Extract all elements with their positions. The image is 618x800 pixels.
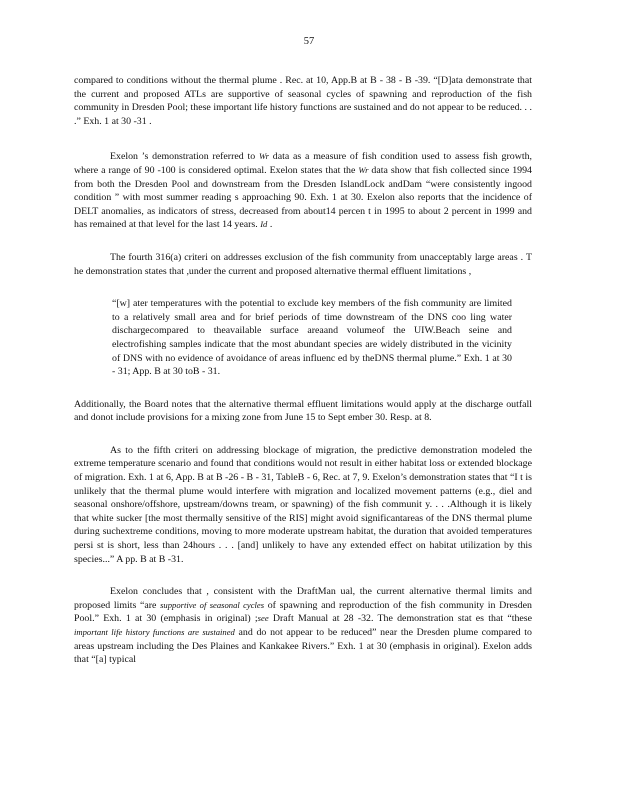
paragraph-7 — [74, 585, 532, 667]
italic-text: Id — [260, 219, 268, 230]
document-body — [74, 74, 532, 686]
page-number: 57 — [303, 36, 315, 47]
text-run: data as a measure of fish condition used to assess fish growth, where a range of 90 -100 is considered optimal. Exelon states that the — [74, 151, 532, 176]
text-run: Exelon concludes that , consistent with the DraftMan ual, the current alternative thermal limits and proposed limits “are — [74, 586, 532, 611]
text-run: As to the fifth criteri on addressing blockage of migration, the predictive demonstration modeled the extreme temperature scenario and found that conditions would not result in either habitat loss or extended blockage of migration. Exh. 1 at 6, App. B at B -26 - B - 31, TableB - 6, Rec. at 7, 9. Exelon’s demonstration states that “I t is unlikely that the thermal plume would interfere with migration and localized movement patterns (e.g., diel and seasonal onshore/offshore, upstream/downs tream, or spawning) of the fish communit y. . . .Although it is likely that white sucker [the most thermally sensitive of the RIS] might avoid significantareas of the DNS thermal plume during suchextreme conditions, moving to more moderate upstream habitat, the duration that avoided temperatures persi st is short, less than 24hours . . . [and] unlikely to have any extended effect on habitat utilization by this species...” A pp. B at B -31. — [74, 444, 532, 565]
paragraph-5 — [74, 398, 532, 425]
italic-text: important life history functions are sustained — [74, 627, 235, 637]
text-run: “[w] ater temperatures with the potential to exclude key members of the fish community are limited to a relatively small area and for brief periods of time downstream of the DNS coo ling water dischargecompared to theavailable surface areaand volumeof the UIW.Beach seine and electrofishing samples indicate that the most abundant species are widely distributed in the vicinity of DNS with no evidence of avoidance of areas influenc ed by theDNS thermal plume.” Exh. 1 at 30 - 31; App. B at 30 toB - 31. — [112, 298, 512, 378]
paragraph-3 — [74, 251, 532, 278]
paragraph-2 — [74, 150, 532, 232]
paragraph-6 — [74, 444, 532, 566]
text-run: Exelon ’s demonstration referred to — [110, 151, 259, 163]
text-run: The fourth 316(a) criteri on addresses exclusion of the fish community from unacceptably large areas . T he demonstration states that ,under the current and proposed alternative thermal effluent limitations , — [74, 251, 532, 277]
text-run: data show that fish collected since 1994 from both the Dresden Pool and downstream from the Dresden IslandLock andDam “were consistently ingood condition ” with most summer reading s approaching 90. Exh. 1 at 30. Exelon also reports that the incidence of DELT anomalies, as indicators of stress, decreased from about14 percen t in 1995 to about 2 percent in 1999 and has remained at that level for the last 14 years. — [74, 164, 532, 231]
text-run: . — [267, 219, 273, 231]
italic-text: Wr — [258, 151, 269, 162]
text-run: Draft Manual at 28 -32. The demonstration stat es that “these — [268, 613, 532, 625]
italic-text: supportive of seasonal cycles — [160, 599, 265, 610]
text-run: Additionally, the Board notes that the alternative thermal effluent limitations would apply at the discharge outfall and donot include provisions for a mixing zone from June 15 to Sept ember 30. Resp. at 8. — [74, 398, 532, 424]
text-run: and do not appear to be reduced” near the Dresden plume compared to areas upstream including the Des Plaines and Kankakee Rivers.” Exh. 1 at 30 (emphasis in original). Exelon adds that “[a] typical — [74, 627, 532, 666]
italic-text: see — [257, 613, 269, 624]
italic-text: Wr — [358, 164, 369, 175]
paragraph-1 — [74, 74, 532, 128]
text-run: compared to conditions without the thermal plume . Rec. at 10, App.B at B - 38 - B -39. “[D]ata demonstrate that the current and proposed ATLs are supportive of seasonal cycles of spawning and reproduction of the fish community in Dresden Pool; these important life history functions are sustained and do not appear to be reduced. . . .” Exh. 1 at 30 -31 . — [74, 75, 532, 127]
text-run: of spawning and reproduction of the fish community in Dresden Pool.” Exh. 1 at 30 (emphasis in original) ; — [74, 599, 532, 625]
paragraph-4 — [112, 297, 512, 379]
